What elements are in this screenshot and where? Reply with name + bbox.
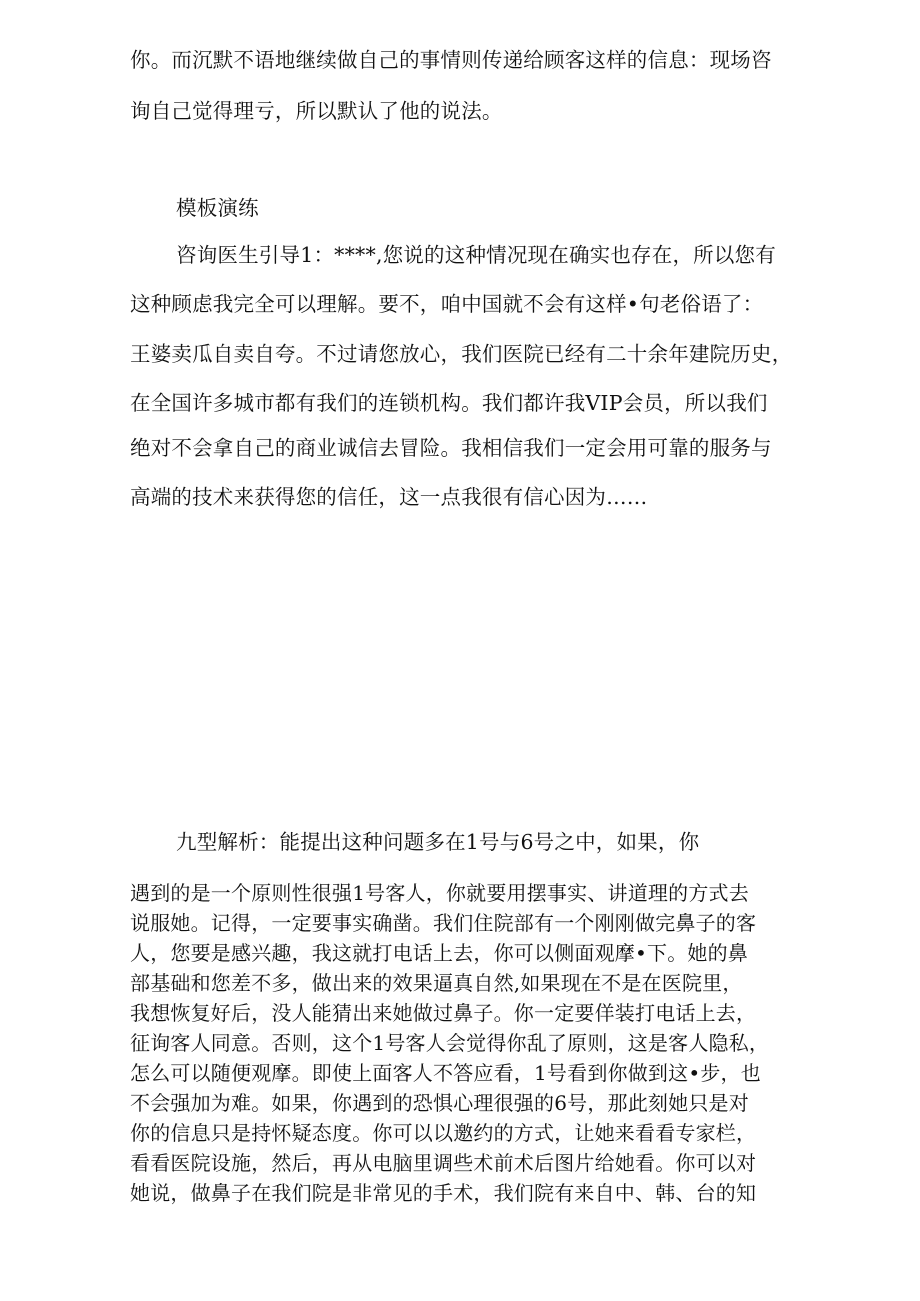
intro-line: 询自己觉得理亏，所以默认了他的说法。 [130, 99, 503, 123]
analysis-line: 我想恢复好后，没人能猜出来她做过鼻子。你一定要佯装打电话上去， [130, 1001, 757, 1025]
analysis-line: 不会强加为难。如果，你遇到的恐惧心理很强的6号，那此刻她只是对 [130, 1091, 749, 1115]
template-line: 绝对不会拿自己的商业诚信去冒险。我相信我们一定会用可靠的服务与 [130, 436, 772, 460]
template-line: 这种顾虑我完全可以理解。要不，咱中国就不会有这样•句老俗语了： [130, 292, 764, 316]
analysis-line: 人，您要是感兴趣，我这就打电话上去，你可以侧面观摩•下。她的鼻 [130, 941, 748, 965]
analysis-line: 遇到的是一个原则性很强1号客人，你就要用摆事实、讲道理的方式去 [130, 881, 749, 905]
analysis-line: 部基础和您差不多，做出来的效果逼真自然,如果现在不是在医院里， [130, 971, 743, 995]
intro-line: 你。而沉默不语地继续做自己的事情则传递给顾客这样的信息：现场咨 [130, 48, 772, 72]
template-line: 咨询医生引导1：****,您说的这种情况现在确实也存在，所以您有 [176, 243, 776, 267]
section-heading: 模板演练 [176, 196, 259, 220]
analysis-line: 她说，做鼻子在我们院是非常见的手术，我们院有来自中、韩、台的知 [130, 1181, 757, 1205]
template-line: 高端的技术来获得您的信任，这一点我很有信心因为…… [130, 485, 648, 509]
analysis-line: 征询客人同意。否则，这个1号客人会觉得你乱了原则，这是客人隐私， [130, 1031, 770, 1055]
template-line: 王婆卖瓜自卖自夸。不过请您放心，我们医院已经有二十余年建院历史， [130, 342, 793, 366]
template-line: 在全国许多城市都有我们的连锁机构。我们都许我VIP会员，所以我们 [130, 391, 768, 415]
analysis-line: 看看医院设施，然后，再从电脑里调些术前术后图片给她看。你可以对 [130, 1151, 757, 1175]
analysis-line: 你的信息只是持怀疑态度。你可以以邀约的方式，让她来看看专家栏， [130, 1121, 757, 1145]
analysis-line: 怎么可以随便观摩。即使上面客人不答应看，1号看到你做到这•步，也 [130, 1061, 761, 1085]
analysis-heading-line: 九型解析：能提出这种问题多在1号与6号之中，如果，你 [176, 830, 700, 854]
analysis-line: 说服她。记得，一定要事实确凿。我们住院部有一个刚刚做完鼻子的客 [130, 911, 757, 935]
